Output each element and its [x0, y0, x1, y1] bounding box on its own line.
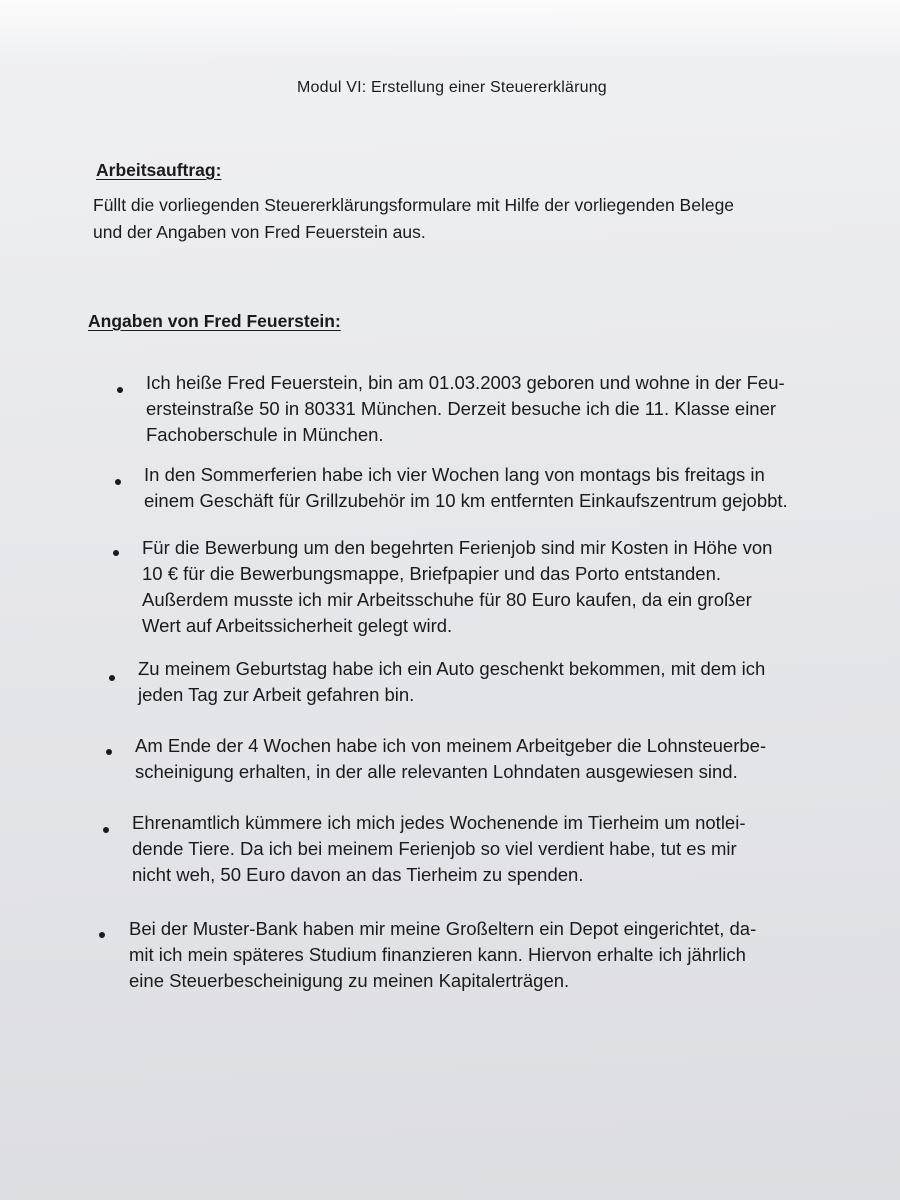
info-item-text: Am Ende der 4 Wochen habe ich von meinem Arbeitgeber die Lohnsteuerbe- scheinigung erhalten, in der alle relevanten Lohndaten ausgewiesen sind.	[135, 735, 767, 782]
info-item-text: Bei der Muster-Bank haben mir meine Großeltern ein Depot eingerichtet, da- mit ich mein späteres Studium finanzieren kann. Hiervon erhalte ich jährlich eine Steuerbescheinigung zu meinen Kapitalerträgen.	[129, 918, 757, 991]
page-header-title: Modul VI: Erstellung einer Steuererklärung	[297, 79, 607, 96]
info-item-text: Ich heiße Fred Feuerstein, bin am 01.03.2003 geboren und wohne in der Feu- ersteinstraße 50 in 80331 München. Derzeit besuche ich die 11. Klasse einer Fachoberschule in München.	[146, 372, 785, 445]
bullet-dot-icon	[99, 932, 105, 938]
info-item-wage-certificate	[135, 733, 885, 785]
info-item-summer-job	[144, 462, 874, 514]
bullet-dot-icon	[113, 550, 119, 556]
bullet-dot-icon	[103, 827, 109, 833]
task-instructions: Füllt die vorliegenden Steuererklärungsformulare mit Hilfe der vorliegenden Belege und der Angaben von Fred Feuerstein aus.	[93, 195, 735, 242]
bullet-dot-icon	[115, 479, 121, 485]
info-item-donation	[132, 810, 892, 888]
bullet-dot-icon	[106, 749, 112, 755]
info-item-car	[138, 656, 878, 708]
info-item-text: Für die Bewerbung um den begehrten Ferienjob sind mir Kosten in Höhe von 10 € für die Bewerbungsmappe, Briefpapier und das Porto entstanden. Außerdem musste ich mir Arbeitsschuhe für 80 Euro kaufen, da ein großer Wert auf Arbeitssicherheit gelegt wird.	[142, 537, 773, 636]
info-item-personal	[146, 370, 866, 448]
info-item-depot	[129, 916, 897, 994]
task-heading: Arbeitsauftrag:	[96, 160, 222, 180]
info-item-application-costs	[142, 535, 877, 639]
info-heading: Angaben von Fred Feuerstein:	[88, 311, 341, 331]
bullet-dot-icon	[117, 387, 123, 393]
bullet-dot-icon	[109, 675, 115, 681]
info-item-text: In den Sommerferien habe ich vier Wochen lang von montags bis freitags in einem Geschäft für Grillzubehör im 10 km entfernten Einkaufszentrum gejobbt.	[144, 464, 788, 511]
info-item-text: Ehrenamtlich kümmere ich mich jedes Wochenende im Tierheim um notlei- dende Tiere. Da ich bei meinem Ferienjob so viel verdient habe, tut es mir nicht weh, 50 Euro davon an das Tierheim zu spenden.	[132, 812, 746, 885]
info-item-text: Zu meinem Geburtstag habe ich ein Auto geschenkt bekommen, mit dem ich jeden Tag zur Arbeit gefahren bin.	[138, 658, 766, 705]
